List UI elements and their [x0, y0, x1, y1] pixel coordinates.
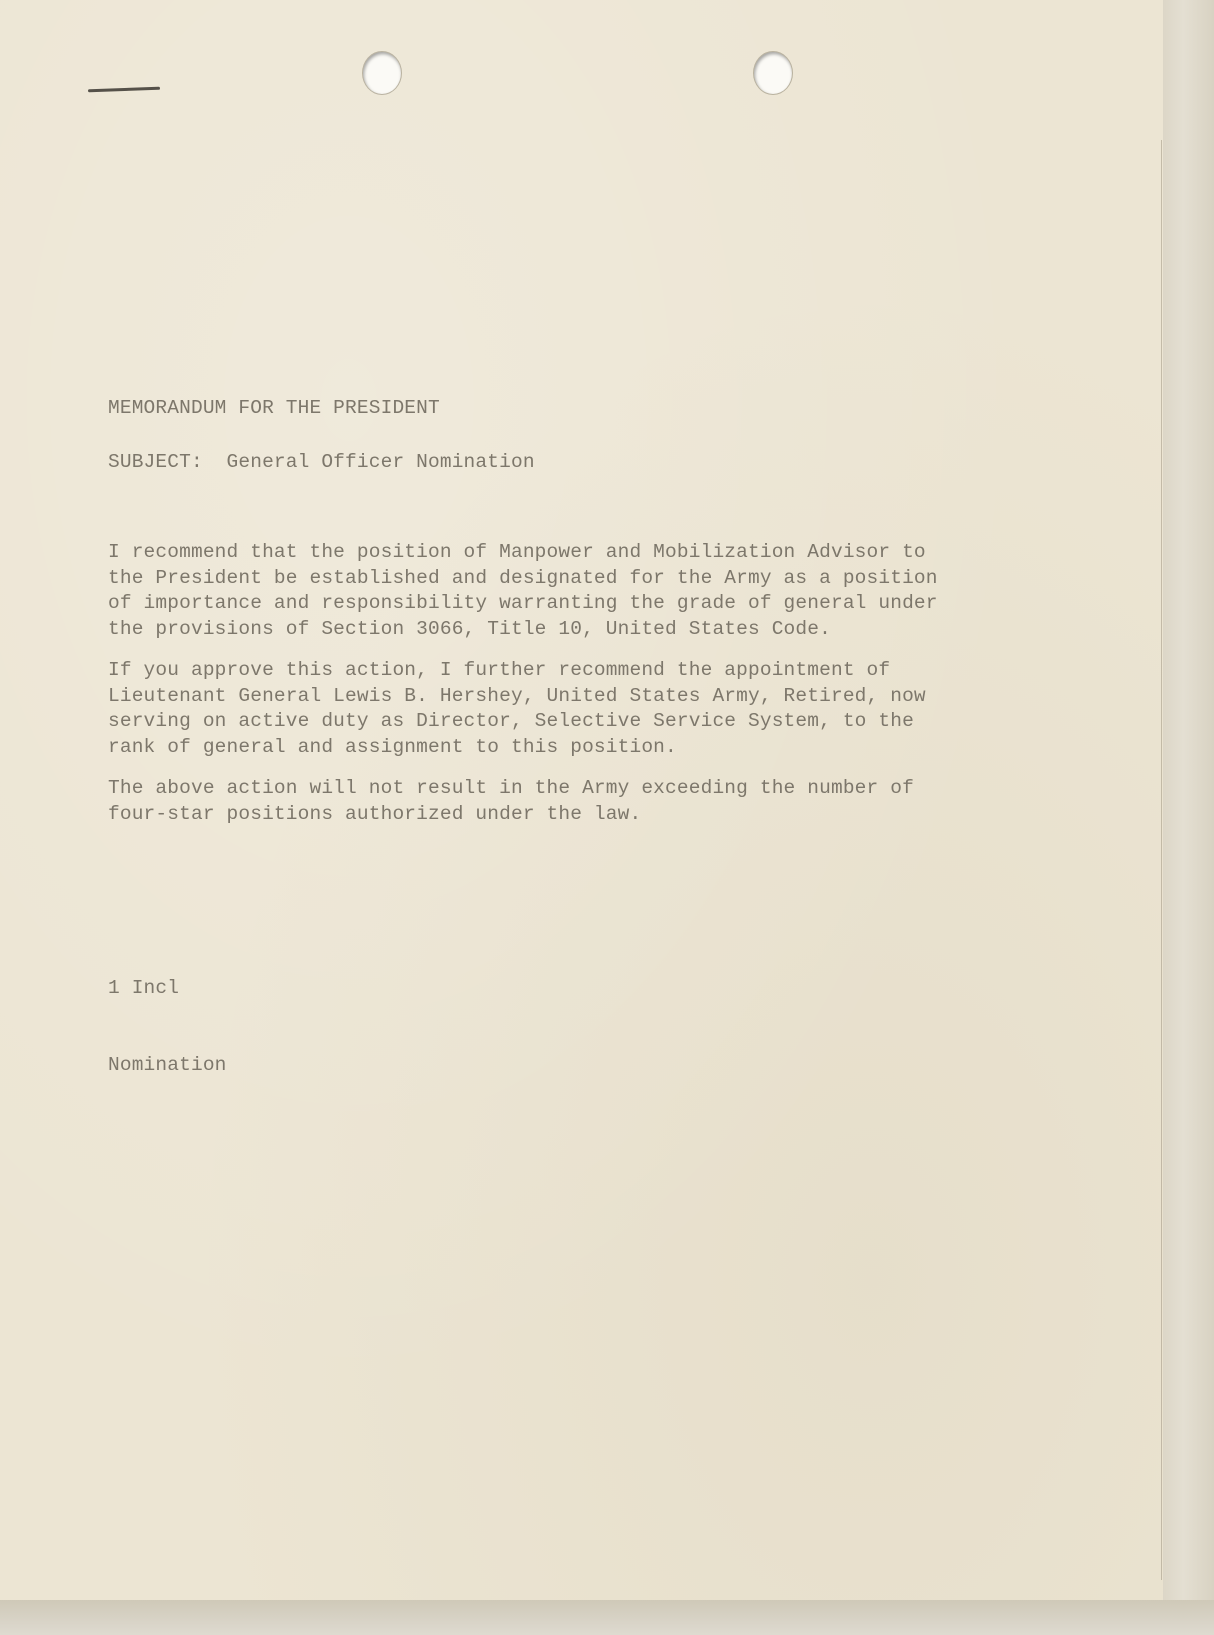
punch-hole	[754, 52, 792, 94]
memo-heading: MEMORANDUM FOR THE PRESIDENT	[108, 397, 440, 419]
enclosure-label: Nomination	[108, 1053, 227, 1076]
sheet-edge-line	[1161, 140, 1162, 1580]
memo-paragraph: I recommend that the position of Manpower and Mobilization Advisor to the President be established and designated for the Army as a position of importance and responsibility warranting the grade of general under the provisions of Section 3066, Title 10, United States Code.	[108, 541, 938, 640]
scan-bottom-edge	[0, 1600, 1214, 1635]
punch-hole	[363, 52, 401, 94]
memo-paragraph: The above action will not result in the Army exceeding the number of four-star positions authorized under the law.	[108, 777, 914, 825]
memo-subject: SUBJECT: General Officer Nomination	[108, 451, 535, 473]
enclosure-count: 1 Incl	[108, 977, 180, 999]
memo-paragraph: If you approve this action, I further recommend the appointment of Lieutenant General Lewis B. Hershey, United States Army, Retired, now serving on active duty as Director, Selective Service System, to the rank of general and assignment to this position.	[108, 659, 926, 758]
enclosure-note	[108, 925, 227, 1129]
backing-sheet-edge	[1163, 0, 1214, 1635]
pen-mark	[88, 87, 160, 93]
